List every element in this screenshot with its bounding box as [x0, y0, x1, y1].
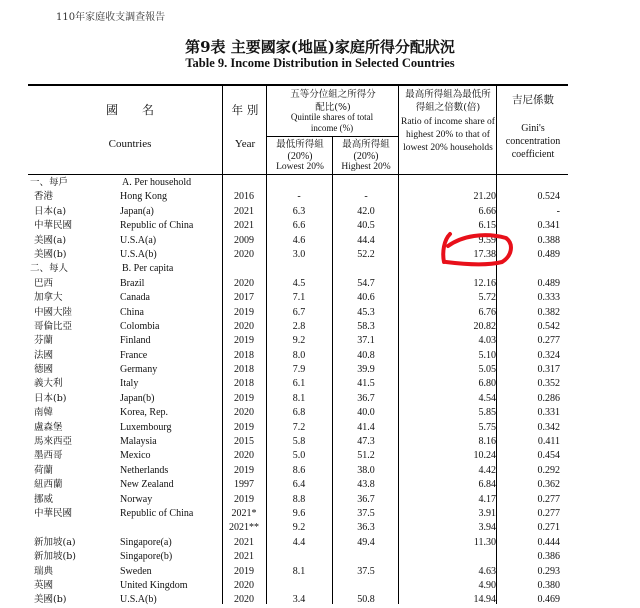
country-name-en: Republic of China [120, 507, 194, 519]
highest-share-cell: 41.5 [357, 378, 375, 390]
highest-share-cell: - [364, 191, 368, 203]
year-cell: 2018 [234, 349, 254, 361]
country-name-en: U.S.A(a) [120, 234, 157, 246]
lowest-share-cell: 8.0 [292, 349, 306, 361]
lowest-share-cell: 6.3 [292, 205, 306, 217]
country-name-en: Italy [120, 378, 139, 390]
country-name-en: U.S.A(b) [120, 594, 157, 606]
country-name-zh: 巴西 [34, 277, 54, 289]
table-row [0, 449, 640, 463]
gini-cell: 0.382 [537, 306, 560, 318]
table-row [0, 205, 640, 219]
year-cell: 2020 [234, 407, 254, 419]
gini-cell: 0.388 [537, 234, 560, 246]
header-bottom-rule [28, 174, 568, 175]
year-cell: 2021 [234, 220, 254, 232]
year-cell: 2020 [234, 594, 254, 606]
lowest-share-cell: 4.4 [292, 536, 306, 548]
country-name-en: Luxembourg [120, 421, 172, 433]
gini-cell: 0.277 [537, 507, 560, 519]
gini-cell: 0.277 [537, 335, 560, 347]
country-name-zh: 英國 [34, 579, 54, 591]
ratio-cell: 12.16 [473, 277, 496, 289]
year-cell: 2018 [234, 378, 254, 390]
header-gini-en: Gini's concentration coefficient [505, 123, 561, 160]
year-cell: 2021* [231, 507, 257, 519]
ratio-cell: 5.72 [478, 292, 496, 304]
ratio-cell: 11.30 [473, 536, 496, 548]
year-cell: 2020 [234, 450, 254, 462]
year-cell: 2019 [234, 464, 254, 476]
country-name-en: Republic of China [120, 220, 194, 232]
year-cell: 2021 [234, 551, 254, 563]
row-label-en: A. Per household [122, 177, 192, 188]
country-name-en: Finland [120, 335, 151, 347]
ratio-cell: 10.24 [473, 450, 496, 462]
highest-share-cell: 40.8 [357, 349, 375, 361]
table-row [0, 349, 640, 363]
lowest-share-cell: 6.4 [292, 479, 306, 491]
year-cell: 2016 [234, 191, 254, 203]
ratio-cell: 4.54 [478, 392, 496, 404]
country-name-zh: 哥倫比亞 [34, 320, 73, 332]
ratio-cell: 21.20 [473, 191, 496, 203]
gini-cell: 0.380 [537, 579, 560, 591]
country-name-en: Japan(a) [120, 205, 154, 217]
highest-share-cell: 49.4 [357, 536, 375, 548]
table-row [0, 565, 640, 579]
highest-share-cell: 40.0 [357, 407, 375, 419]
ratio-cell: 9.59 [478, 234, 496, 246]
table-row [0, 406, 640, 420]
highest-share-cell: 40.5 [357, 220, 375, 232]
year-cell: 2019 [234, 392, 254, 404]
table-row [0, 493, 640, 507]
table-row [0, 550, 640, 564]
table-row [0, 190, 640, 204]
year-cell: 2021** [229, 522, 259, 534]
ratio-cell: 5.05 [478, 364, 496, 376]
ratio-cell: 6.76 [478, 306, 496, 318]
ratio-cell: 17.38 [473, 248, 496, 260]
header-year-en: Year [234, 138, 256, 150]
year-cell: 2020 [234, 320, 254, 332]
country-name-en: Japan(b) [120, 392, 155, 404]
country-name-en: Netherlands [120, 464, 169, 476]
header-country-en: Countries [108, 138, 152, 150]
ratio-cell: 3.91 [478, 507, 496, 519]
year-cell: 2020 [234, 579, 254, 591]
lowest-share-cell: 6.1 [292, 378, 306, 390]
country-name-zh: 德國 [34, 364, 54, 376]
header-gini-zh: 吉尼係數 [512, 94, 554, 106]
table-row [0, 521, 640, 535]
ratio-cell: 6.84 [478, 479, 496, 491]
header-lowest-zh: 最低所得組 [276, 139, 324, 150]
ratio-cell: 5.10 [478, 349, 496, 361]
highest-share-cell: 43.8 [357, 479, 375, 491]
highest-share-cell: 40.6 [357, 292, 375, 304]
row-label-en: B. Per capita [122, 263, 174, 275]
country-name-en: New Zealand [120, 479, 174, 491]
header-quintile-en: Quintile shares of total income (%) [290, 112, 374, 133]
ratio-cell: 6.80 [478, 378, 496, 390]
country-name-en: Germany [120, 364, 158, 376]
highest-share-cell: 36.7 [357, 493, 375, 505]
highest-share-cell: 47.3 [357, 436, 375, 448]
table-row [0, 234, 640, 248]
country-name-en: Hong Kong [120, 191, 167, 203]
country-name-en: U.S.A(b) [120, 248, 157, 260]
year-cell: 2021 [234, 205, 254, 217]
gini-cell: 0.362 [537, 479, 560, 491]
lowest-share-cell: 3.4 [292, 594, 306, 606]
table-row [0, 377, 640, 391]
header-highest-pct: (20%) [353, 151, 379, 162]
country-name-zh: 挪威 [34, 493, 54, 505]
lowest-share-cell: 3.0 [292, 248, 306, 260]
country-name-zh: 中國大陸 [34, 306, 73, 318]
gini-cell: 0.469 [537, 594, 560, 606]
highest-share-cell: 36.3 [357, 522, 375, 534]
gini-cell: 0.292 [537, 464, 560, 476]
ratio-cell: 8.16 [478, 436, 496, 448]
lowest-share-cell: 7.2 [292, 421, 306, 433]
lowest-share-cell: 5.8 [292, 436, 306, 448]
country-name-zh: 芬蘭 [34, 335, 54, 347]
country-name-en: Brazil [120, 277, 145, 289]
table-top-rule [28, 84, 568, 86]
table-row [0, 306, 640, 320]
ratio-cell: 5.75 [478, 421, 496, 433]
header-ratio-zh: 最高所得組為最低所得組之倍數(倍) [405, 89, 491, 113]
country-name-zh: 法國 [34, 349, 54, 361]
country-name-zh: 日本(b) [34, 392, 67, 404]
country-name-zh: 墨西哥 [34, 450, 63, 462]
gini-cell: 0.317 [537, 364, 560, 376]
lowest-share-cell: 9.6 [292, 507, 306, 519]
table-row [0, 478, 640, 492]
lowest-share-cell: 8.1 [292, 565, 306, 577]
country-name-zh: 瑞典 [34, 565, 54, 577]
country-name-zh: 馬來西亞 [34, 436, 73, 448]
country-name-zh: 義大利 [34, 378, 63, 390]
lowest-share-cell: 9.2 [292, 522, 306, 534]
gini-cell: 0.489 [537, 248, 560, 260]
year-cell: 2021 [234, 536, 254, 548]
header-year-zh: 年 別 [231, 103, 259, 117]
country-name-zh: 中華民國 [34, 507, 73, 519]
lowest-share-cell: 2.8 [292, 320, 306, 332]
row-label-zh: 二、每人 [30, 263, 69, 275]
gini-cell: 0.324 [537, 349, 560, 361]
year-cell: 2019 [234, 493, 254, 505]
country-name-en: United Kingdom [120, 579, 188, 591]
year-cell: 2018 [234, 364, 254, 376]
gini-cell: 0.286 [537, 392, 560, 404]
ratio-cell: 4.63 [478, 565, 496, 577]
year-cell: 2017 [234, 292, 254, 304]
section-header-row [0, 176, 640, 190]
header-lowest-en: Lowest 20% [276, 162, 324, 172]
country-name-zh: 盧森堡 [34, 421, 63, 433]
country-name-en: Norway [120, 493, 153, 505]
ratio-cell: 4.03 [478, 335, 496, 347]
table-row [0, 579, 640, 593]
highest-share-cell: 51.2 [357, 450, 375, 462]
table-row [0, 421, 640, 435]
row-label-zh: 一、每戶 [30, 177, 69, 188]
country-name-zh: 日本(a) [34, 205, 67, 217]
header-country-zh: 國 名 [105, 103, 154, 117]
country-name-zh: 美國(a) [34, 234, 67, 246]
country-name-zh: 南韓 [34, 407, 54, 419]
lowest-share-cell: 4.5 [292, 277, 306, 289]
ratio-cell: 5.85 [478, 407, 496, 419]
highest-share-cell: 38.0 [357, 464, 375, 476]
gini-cell: 0.333 [537, 292, 560, 304]
table-title-chinese: 第9表 主要國家(地區)家庭所得分配狀況 [185, 38, 455, 56]
country-name-en: Canada [120, 292, 150, 304]
page-header: 110年家庭收支調查報告 [56, 12, 166, 23]
highest-share-cell: 42.0 [357, 205, 375, 217]
gini-cell: 0.489 [537, 277, 560, 289]
lowest-share-cell: 6.8 [292, 407, 306, 419]
country-name-en: China [120, 306, 144, 318]
lowest-share-cell: 5.0 [292, 450, 306, 462]
country-name-zh: 加拿大 [34, 292, 63, 304]
gini-cell: 0.352 [537, 378, 560, 390]
gini-cell: 0.411 [537, 436, 560, 448]
ratio-cell: 4.17 [478, 493, 496, 505]
gini-cell: 0.386 [537, 551, 560, 563]
gini-cell: 0.293 [537, 565, 560, 577]
country-name-zh: 香港 [34, 191, 54, 203]
country-name-zh: 美國(b) [34, 594, 67, 606]
lowest-share-cell: - [297, 191, 301, 203]
highest-share-cell: 58.3 [357, 320, 375, 332]
highest-share-cell: 50.8 [357, 594, 375, 606]
year-cell: 2020 [234, 248, 254, 260]
country-name-en: France [120, 349, 148, 361]
year-cell: 2020 [234, 277, 254, 289]
table-row [0, 593, 640, 607]
country-name-en: Sweden [120, 565, 152, 577]
ratio-cell: 6.66 [478, 205, 496, 217]
highest-share-cell: 52.2 [357, 248, 375, 260]
gini-cell: 0.341 [537, 220, 560, 232]
table-row [0, 392, 640, 406]
year-cell: 2015 [234, 436, 254, 448]
table-row [0, 334, 640, 348]
gini-cell: 0.444 [537, 536, 560, 548]
gini-cell: 0.331 [537, 407, 560, 419]
table-row [0, 536, 640, 550]
lowest-share-cell: 6.6 [292, 220, 306, 232]
header-lowest-pct: (20%) [287, 151, 313, 162]
lowest-share-cell: 7.9 [292, 364, 306, 376]
year-cell: 2009 [234, 234, 254, 246]
gini-cell: 0.271 [537, 522, 560, 534]
country-name-en: Korea, Rep. [120, 407, 169, 419]
highest-share-cell: 39.9 [357, 364, 375, 376]
table-row [0, 277, 640, 291]
country-name-en: Singapore(b) [120, 551, 173, 563]
table-row [0, 320, 640, 334]
highest-share-cell: 37.5 [357, 565, 375, 577]
country-name-en: Mexico [120, 450, 151, 462]
country-name-zh: 荷蘭 [34, 464, 54, 476]
table-row [0, 219, 640, 233]
year-cell: 2019 [234, 335, 254, 347]
table-row [0, 248, 640, 262]
highest-share-cell: 54.7 [357, 277, 375, 289]
gini-cell: 0.542 [537, 320, 560, 332]
lowest-share-cell: 4.6 [292, 234, 306, 246]
country-name-zh: 紐西蘭 [34, 479, 63, 491]
gini-cell: 0.454 [537, 450, 560, 462]
header-ratio-en: Ratio of income share of highest 20% to that of lowest 20% households [401, 117, 495, 153]
highest-share-cell: 41.4 [357, 421, 375, 433]
highest-share-cell: 36.7 [357, 392, 375, 404]
header-quintile-zh: 五等分位組之所得分配比(%) [290, 89, 376, 113]
gini-cell: 0.277 [537, 493, 560, 505]
ratio-cell: 14.94 [473, 594, 496, 606]
highest-share-cell: 45.3 [357, 306, 375, 318]
country-name-en: Colombia [120, 320, 160, 332]
table-row [0, 363, 640, 377]
year-cell: 2019 [234, 565, 254, 577]
ratio-cell: 4.42 [478, 464, 496, 476]
lowest-share-cell: 9.2 [292, 335, 306, 347]
lowest-share-cell: 8.1 [292, 392, 306, 404]
gini-cell: 0.342 [537, 421, 560, 433]
lowest-share-cell: 7.1 [292, 292, 306, 304]
table-body [0, 176, 640, 608]
table-row [0, 291, 640, 305]
lowest-share-cell: 6.7 [292, 306, 306, 318]
country-name-zh: 中華民國 [34, 220, 73, 232]
table-row [0, 435, 640, 449]
ratio-cell: 3.94 [478, 522, 496, 534]
lowest-share-cell: 8.6 [292, 464, 306, 476]
country-name-en: Singapore(a) [120, 536, 172, 548]
ratio-cell: 20.82 [473, 320, 496, 332]
ratio-cell: 6.15 [478, 220, 496, 232]
highest-share-cell: 37.1 [357, 335, 375, 347]
ratio-cell: 4.90 [478, 579, 496, 591]
header-highest-zh: 最高所得組 [342, 139, 390, 150]
year-cell: 2019 [234, 421, 254, 433]
country-name-zh: 新加坡(b) [34, 551, 76, 563]
gini-cell: 0.524 [537, 191, 560, 203]
gini-cell: - [556, 205, 560, 217]
country-name-zh: 美國(b) [34, 248, 67, 260]
table-title-english: Table 9. Income Distribution in Selected Countries [185, 56, 455, 70]
year-cell: 1997 [234, 479, 254, 491]
highest-share-cell: 44.4 [357, 234, 375, 246]
highest-share-cell: 37.5 [357, 507, 375, 519]
table-row [0, 507, 640, 521]
year-cell: 2019 [234, 306, 254, 318]
country-name-zh: 新加坡(a) [34, 536, 76, 548]
country-name-en: Malaysia [120, 436, 157, 448]
header-highest-en: Highest 20% [341, 162, 391, 172]
lowest-share-cell: 8.8 [292, 493, 306, 505]
section-header-row [0, 262, 640, 276]
table-row [0, 464, 640, 478]
